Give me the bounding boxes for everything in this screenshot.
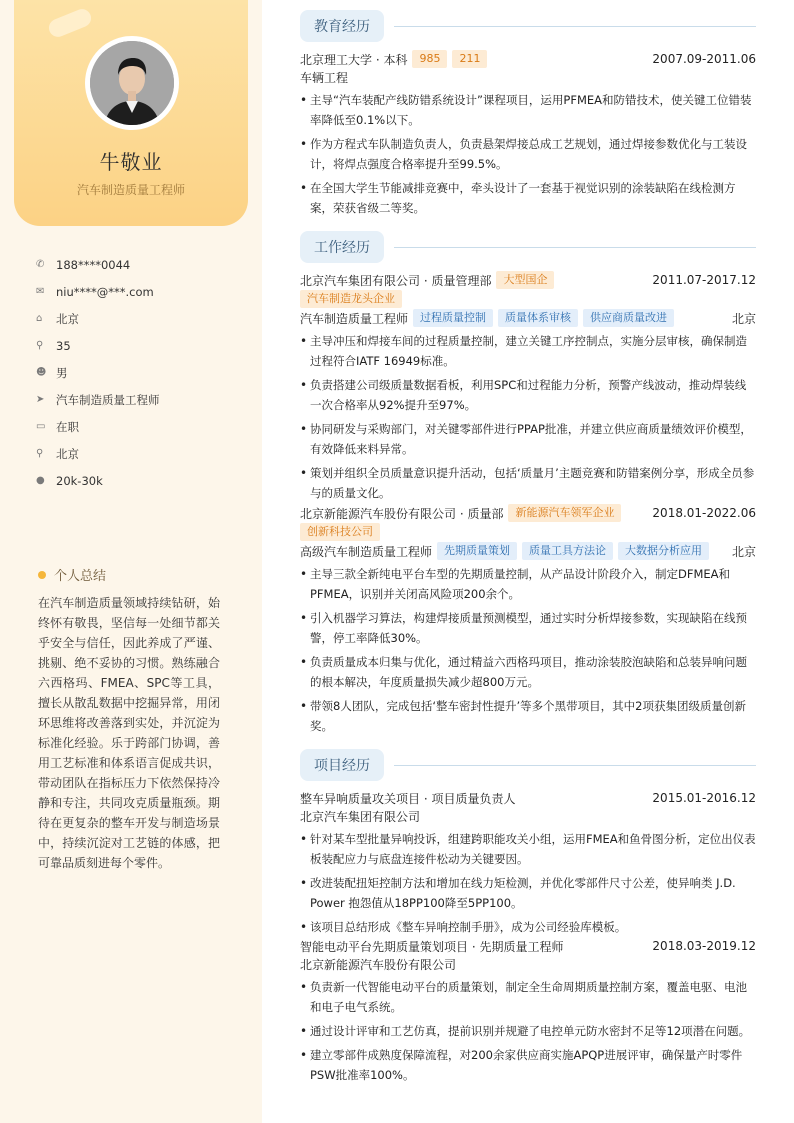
education-entry [300, 50, 756, 218]
skill-tag: 质量工具方法论 [522, 542, 613, 560]
company-name: 北京新能源汽车股份有限公司 · 质量部 [300, 506, 504, 521]
info-row-status [36, 413, 246, 440]
phone-text: 188****0044 [56, 257, 131, 272]
target-job-text: 汽车制造质量工程师 [56, 392, 160, 407]
company-tag: 汽车制造龙头企业 [300, 290, 402, 308]
info-row-home [36, 305, 246, 332]
project-entry-2 [300, 937, 756, 1085]
avatar-photo [90, 41, 174, 125]
list-item: • 负责质量成本归集与优化，通过精益六西格玛项目，推动涂装胶泡缺陷和总装异响问题的根本解决，年度质量损失减少超800万元。 [300, 652, 756, 692]
profile-name: 牛敬业 [99, 150, 163, 174]
profile-title: 汽车制造质量工程师 [76, 183, 185, 197]
phone-icon: ✆ [36, 259, 45, 270]
section-divider [394, 26, 756, 27]
list-item: • 协同研发与采购部门，对关键零部件进行PPAP批准，并建立供应商质量绩效评价模型，有效降低来料异常。 [300, 419, 756, 459]
job-role-row [300, 309, 756, 327]
location-icon: ⚲ [36, 448, 44, 459]
summary-heading [38, 565, 106, 584]
education-bullets [300, 90, 756, 218]
project-bullets [300, 829, 756, 937]
skill-tag: 质量体系审核 [498, 309, 578, 327]
project-header-row [300, 789, 756, 807]
job-header-row [300, 504, 756, 522]
cake-icon: ⚲ [36, 340, 44, 351]
sidebar [0, 0, 262, 1123]
education-heading: 教育经历 [300, 10, 384, 42]
home-text: 北京 [56, 311, 79, 326]
info-row-target-job [36, 386, 246, 413]
gender-icon: ☻ [36, 367, 47, 378]
gender-text: 男 [56, 365, 68, 380]
project-name: 整车异响质量攻关项目 · 项目质量负责人 [300, 791, 516, 806]
project-date: 2018.03-2019.12 [652, 939, 756, 953]
projects-heading: 项目经历 [300, 749, 384, 781]
avatar-frame [85, 36, 179, 130]
info-row-gender [36, 359, 246, 386]
list-item: • 引入机器学习算法，构建焊接质量预测模型，通过实时分析焊接参数，实现缺陷在线预警，停工率降低30%。 [300, 608, 756, 648]
company-tag: 大型国企 [496, 271, 554, 289]
briefcase-icon: ▭ [36, 421, 46, 432]
age-text: 35 [56, 338, 71, 353]
salary-text: 20k-30k [56, 473, 103, 488]
work-section-header [300, 232, 756, 262]
education-section-header [300, 11, 756, 41]
info-row-age [36, 332, 246, 359]
project-entry-1 [300, 789, 756, 937]
list-item: • 在全国大学生节能减排竞赛中，牵头设计了一套基于视觉识别的涂装缺陷在线检测方案，荣获省级二等奖。 [300, 178, 756, 218]
tag-985: 985 [412, 50, 447, 68]
list-item: • 主导“汽车装配产线防错系统设计”课程项目，运用PFMEA和防错技术，使关键工位错装率降低至0.1%以下。 [300, 90, 756, 130]
list-item: • 建立零部件成熟度保障流程，对200余家供应商实施APQP进展评审，确保量产时零件PSW批准率100%。 [300, 1045, 756, 1085]
job-bullets [300, 564, 756, 736]
work-entry-1 [300, 271, 756, 503]
info-row-email [36, 278, 246, 305]
bullet-dot-icon [38, 571, 46, 579]
job-date: 2011.07-2017.12 [652, 273, 756, 287]
list-item: • 主导三款全新纯电平台车型的先期质量控制，从产品设计阶段介入，制定DFMEA和PFMEA，识别并关闭高风险项200余个。 [300, 564, 756, 604]
education-header-row [300, 50, 756, 68]
list-item: • 主导冲压和焊接车间的过程质量控制，建立关键工序控制点，实施分层审核，确保制造过程符合IATF 16949标准。 [300, 331, 756, 371]
project-org: 北京新能源汽车股份有限公司 [300, 957, 457, 972]
contact-info-list [36, 251, 246, 494]
job-date: 2018.01-2022.06 [652, 506, 756, 520]
skill-tag: 过程质量控制 [413, 309, 493, 327]
tag-211: 211 [452, 50, 487, 68]
work-heading: 工作经历 [300, 231, 384, 263]
section-divider [394, 247, 756, 248]
list-item: • 负责搭建公司级质量数据看板，利用SPC和过程能力分析，预警产线波动，推动焊装线一次合格率从92%提升至97%。 [300, 375, 756, 415]
education-major: 车辆工程 [300, 70, 349, 85]
projects-section-header [300, 750, 756, 780]
list-item: • 针对某车型批量异响投诉，组建跨职能攻关小组，运用FMEA和鱼骨图分析，定位出仪表板装配应力与底盘连接件松动为关键要因。 [300, 829, 756, 869]
company-name: 北京汽车集团有限公司 · 质量管理部 [300, 273, 492, 288]
home-icon: ⌂ [36, 313, 43, 324]
info-row-location [36, 440, 246, 467]
avatar [90, 41, 174, 125]
skill-tag: 供应商质量改进 [583, 309, 674, 327]
company-tag-row [300, 522, 756, 542]
job-header-row [300, 271, 756, 289]
send-icon: ➤ [36, 394, 45, 405]
mail-icon: ✉ [36, 286, 45, 297]
location-text: 北京 [56, 446, 79, 461]
summary-text: 在汽车制造质量领域持续钻研，始终怀有敬畏，坚信每一处细节都关乎安全与信任，因此养成了严谨、挑剔、绝不妥协的习惯。熟练融合六西格玛、FMEA、SPC等工具，擅长从散乱数据中挖掘异常，用闭环思维将改善落到实处，并沉淀为标准化经验。乐于跨部门协调，善用工艺标准和体系语言促成共识，带动团队在指标压力下依然保持冷静和专注，共同攻克质量瓶颈。期待在更复杂的整车开发与制造场景中，持续沉淀对工艺链的体感，把可靠品质刻进每个零件。 [38, 596, 220, 870]
decoration-shape [46, 6, 94, 39]
job-role: 高级汽车制造质量工程师 [300, 544, 433, 559]
list-item: • 负责新一代智能电动平台的质量策划，制定全生命周期质量控制方案，覆盖电驱、电池和电子电气系统。 [300, 977, 756, 1017]
list-item: • 策划并组织全员质量意识提升活动，包括‘质量月’主题竞赛和防错案例分享，形成全员参与的质量文化。 [300, 463, 756, 503]
company-tag-row [300, 289, 756, 309]
company-tag: 创新科技公司 [300, 523, 380, 541]
job-city: 北京 [731, 311, 756, 326]
info-row-salary [36, 467, 246, 494]
section-divider [394, 765, 756, 766]
list-item: • 改进装配扭矩控制方法和增加在线力矩检测，并优化零部件尺寸公差，使异响类 J.D. Power 抱怨值从18PP100降至5PP100。 [300, 873, 756, 913]
job-role: 汽车制造质量工程师 [300, 311, 409, 326]
summary-heading-text: 个人总结 [54, 569, 107, 584]
project-header-row [300, 937, 756, 955]
work-entry-2 [300, 504, 756, 736]
salary-icon: ● [36, 475, 45, 486]
project-org: 北京汽车集团有限公司 [300, 809, 421, 824]
email-text: niu****@***.com [56, 284, 154, 299]
job-city: 北京 [731, 544, 756, 559]
skill-tag: 先期质量策划 [437, 542, 517, 560]
education-date: 2007.09-2011.06 [652, 52, 756, 66]
list-item: • 带领8人团队，完成包括‘整车密封性提升’等多个黑带项目，其中2项获集团级质量创新奖。 [300, 696, 756, 736]
list-item: • 作为方程式车队制造负责人，负责悬架焊接总成工艺规划，通过焊接参数优化与工装设计，将焊点强度合格率提升至99.5%。 [300, 134, 756, 174]
project-date: 2015.01-2016.12 [652, 791, 756, 805]
job-role-row [300, 542, 756, 560]
info-row-phone [36, 251, 246, 278]
school-name: 北京理工大学 · 本科 [300, 52, 408, 67]
status-text: 在职 [56, 419, 79, 434]
list-item: • 该项目总结形成《整车异响控制手册》，成为公司经验库模板。 [300, 917, 756, 937]
list-item: • 通过设计评审和工艺仿真，提前识别并规避了电控单元防水密封不足等12项潜在问题。 [300, 1021, 756, 1041]
skill-tag: 大数据分析应用 [618, 542, 709, 560]
company-tag: 新能源汽车领军企业 [508, 504, 621, 522]
project-bullets [300, 977, 756, 1085]
project-name: 智能电动平台先期质量策划项目 · 先期质量工程师 [300, 939, 564, 954]
job-bullets [300, 331, 756, 503]
